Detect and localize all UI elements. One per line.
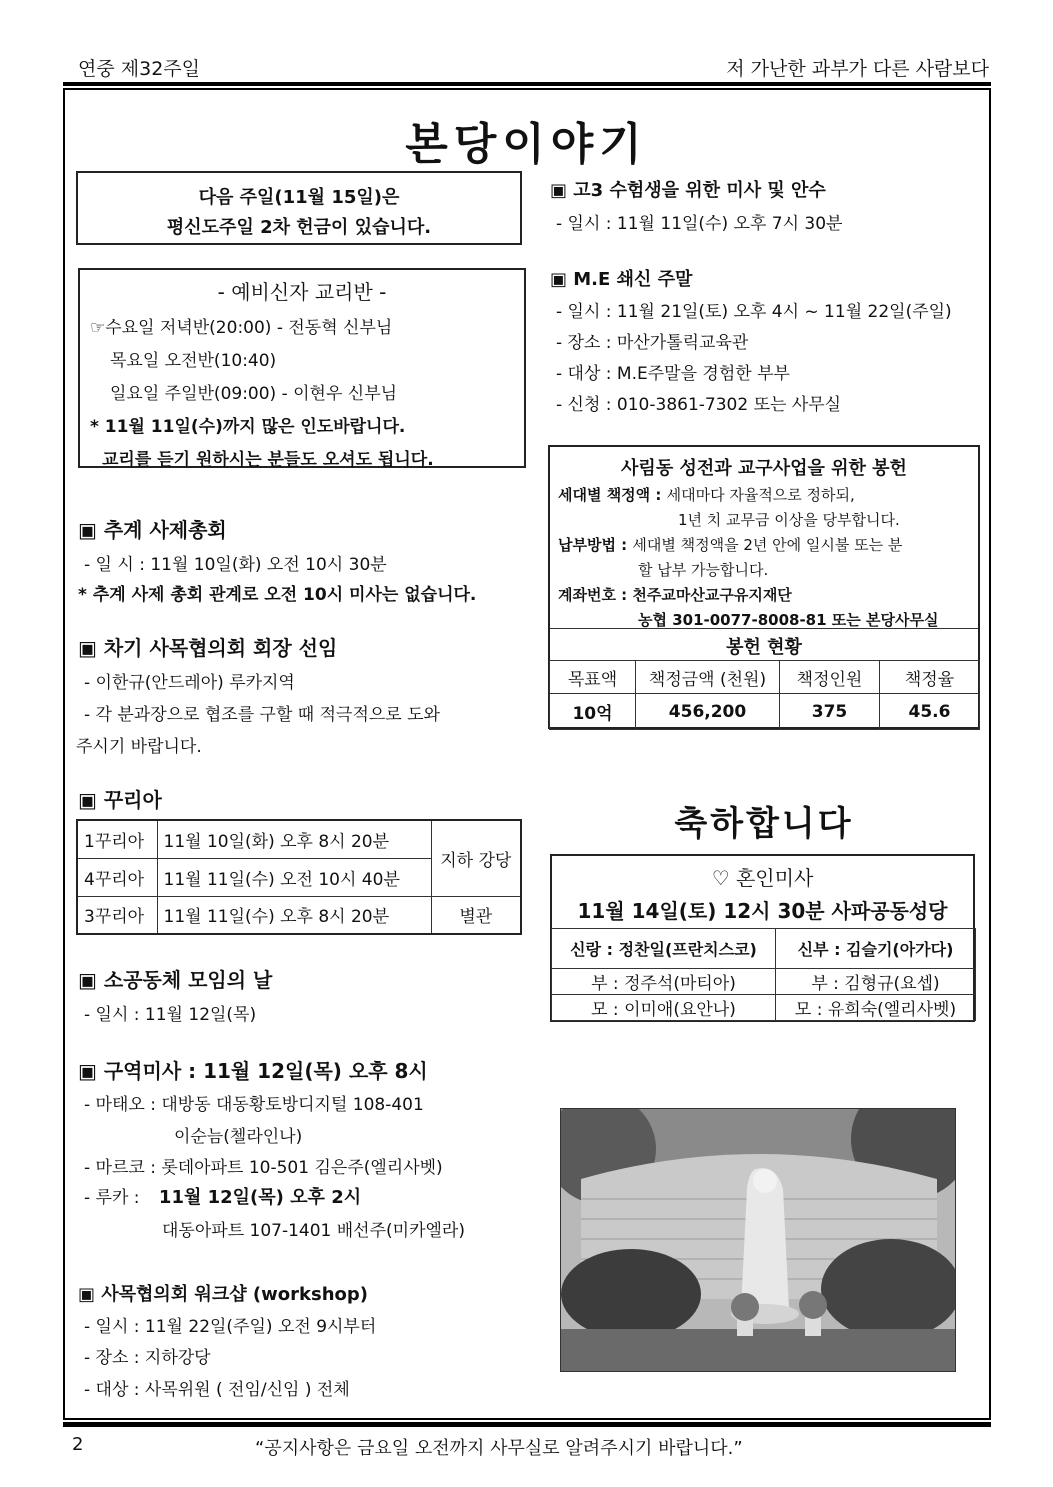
bride: 신부 : 김슬기(아가다) [776,929,976,969]
me-line: - 일시 : 11월 21일(토) 오후 4시 ~ 11월 22일(주일) [556,302,952,322]
notice-line2: 평신도주일 2차 헌금이 있습니다. [166,217,432,238]
offering-status-title: 봉헌 현황 [726,637,802,658]
curia-name: 4꾸리아 [77,858,157,896]
offering-header: 목표액 [550,661,636,694]
offering-header: 책정금액 (천원) [636,661,780,694]
catechumen-note: 교리를 듣기 원하시는 분들도 오셔도 됩니다. [102,450,434,470]
curia-time: 11월 11일(수) 오후 8시 20분 [157,896,431,934]
district-mass-luke [84,1183,361,1209]
table-row [552,969,976,995]
catechumen-line: 일요일 주일반(09:00) - 이현우 신부님 [110,384,398,404]
offering-value-cell: 456,200 [636,694,780,730]
wedding-box [550,854,975,1022]
autumn-note: * 추계 사제 총회 관계로 오전 10시 미사는 없습니다. [78,585,477,605]
autumn-title: ▣ 추계 사제총회 [78,518,227,542]
offering-title: 사림동 성전과 교구사업을 위한 봉헌 [621,458,907,479]
statue-photo [560,1108,956,1372]
district-mass-line: 이순늠(첼라인나) [174,1127,303,1147]
offering-account: 계좌번호 : 천주교마산교구유지재단 [558,586,792,604]
groom-father: 부 : 정주석(마티아) [552,969,776,995]
offering-value-cell: 375 [780,694,880,730]
wedding-title: ♡ 혼인미사 [711,866,814,890]
curia-time: 11월 11일(수) 오전 10시 40분 [157,858,431,896]
curia-place: 지하 강당 [431,820,521,896]
table-row [77,820,521,858]
offering-value: 할 납부 가능합니다. [638,561,769,579]
curia-title: ▣ 꾸리아 [78,788,162,812]
header-right: 저 가난한 과부가 다른 사람보다 [726,58,989,80]
exam-mass-line: - 일시 : 11월 11일(수) 오후 7시 30분 [556,214,843,234]
catechumen-line: 목요일 오전반(10:40) [110,351,277,371]
table-row [552,929,976,969]
offering-box [548,445,980,729]
congrats-title: 축하합니다 [674,804,854,844]
catechumen-title: - 예비신자 교리반 - [217,280,387,304]
curia-name: 1꾸리아 [77,820,157,858]
catechumen-line: ☞수요일 저녁반(20:00) - 전동혁 신부님 [90,318,393,338]
notice-box [76,171,522,245]
offering-header: 책정인원 [780,661,880,694]
workshop-line: - 일시 : 11월 22일(주일) 오전 9시부터 [84,1317,377,1337]
header-left: 연중 제32주일 [78,58,200,80]
district-mass-title: ▣ 구역미사 : 11월 12일(목) 오후 8시 [78,1059,428,1083]
table-row [77,896,521,934]
offering-row [550,484,978,505]
offering-key: 납부방법 : [558,536,633,554]
bride-mother: 모 : 유희숙(엘리사벳) [776,995,976,1021]
groom: 신랑 : 정찬일(프란치스코) [552,929,776,969]
community-title: ▣ 소공동체 모임의 날 [78,968,273,992]
offering-value-cell: 45.6 [880,694,980,730]
workshop-line: - 장소 : 지하강당 [84,1348,211,1368]
table-row [550,694,980,730]
divider [550,628,978,629]
offering-row [550,534,978,555]
curia-table [76,819,522,935]
district-mass-line: 대동아파트 107-1401 배선주(미카엘라) [162,1221,465,1241]
footer-rule [63,1422,991,1427]
wedding-datetime: 11월 14일(토) 12시 30분 사파공동성당 [577,899,948,923]
me-line: - 대상 : M.E주말을 경험한 부부 [556,364,790,384]
council-line: - 이한규(안드레아) 루카지역 [84,673,295,693]
offering-header: 책정율 [880,661,980,694]
curia-name: 3꾸리아 [77,896,157,934]
me-title: ▣ M.E 쇄신 주말 [550,269,693,290]
offering-status-table [549,660,980,730]
me-line: - 신청 : 010-3861-7302 또는 사무실 [556,395,842,415]
curia-time: 11월 10일(화) 오후 8시 20분 [157,820,431,858]
offering-value-cell: 10억 [550,694,636,730]
header-rule [63,82,991,86]
workshop-title: ▣ 사목협의회 워크샵 (workshop) [78,1284,368,1305]
workshop-line: - 대상 : 사목위원 ( 전임/신임 ) 전체 [84,1380,350,1400]
council-line: - 각 분과장으로 협조를 구할 때 적극적으로 도와 [84,705,440,725]
district-mass-luke-time: 11월 12일(목) 오후 2시 [158,1187,362,1208]
table-row [550,661,980,694]
exam-mass-title: ▣ 고3 수험생을 위한 미사 및 안수 [550,180,826,201]
notice-line1: 다음 주일(11월 15일)은 [198,187,400,208]
wedding-table [551,928,976,1021]
table-row [552,995,976,1021]
autumn-line: - 일 시 : 11월 10일(화) 오전 10시 30분 [84,555,387,575]
community-line: - 일시 : 11월 12일(목) [84,1005,257,1025]
page-title: 본당이야기 [405,119,648,170]
offering-value: 1년 치 교무금 이상을 당부합니다. [678,511,900,529]
council-title: ▣ 차기 사목협의회 회장 선임 [78,636,338,660]
groom-mother: 모 : 이미애(요안나) [552,995,776,1021]
offering-account-number: 농협 301-0077-8008-81 또는 본당사무실 [638,611,939,629]
offering-value: 세대별 책정액을 2년 안에 일시불 또는 분 [632,536,903,554]
bride-father: 부 : 김형규(요셉) [776,969,976,995]
me-line: - 장소 : 마산가톨릭교육관 [556,333,749,353]
offering-value: 세대마다 자율적으로 정하되, [666,486,855,504]
council-line: 주시기 바랍니다. [76,737,202,757]
curia-place: 별관 [431,896,521,934]
catechumen-note: * 11월 11일(수)까지 많은 인도바랍니다. [90,417,406,437]
footer-note: “공지사항은 금요일 오전까지 사무실로 알려주시기 바랍니다.” [255,1438,743,1459]
page-number: 2 [72,1434,84,1455]
catechumen-box [78,268,526,468]
district-mass-line: - 마태오 : 대방동 대동황토방디지털 108-401 [84,1095,424,1115]
offering-key: 세대별 책정액 : [558,486,667,504]
district-mass-line: - 마르코 : 롯데아파트 10-501 김은주(엘리사벳) [84,1158,443,1178]
district-mass-luke-label: - 루카 : [84,1188,145,1208]
